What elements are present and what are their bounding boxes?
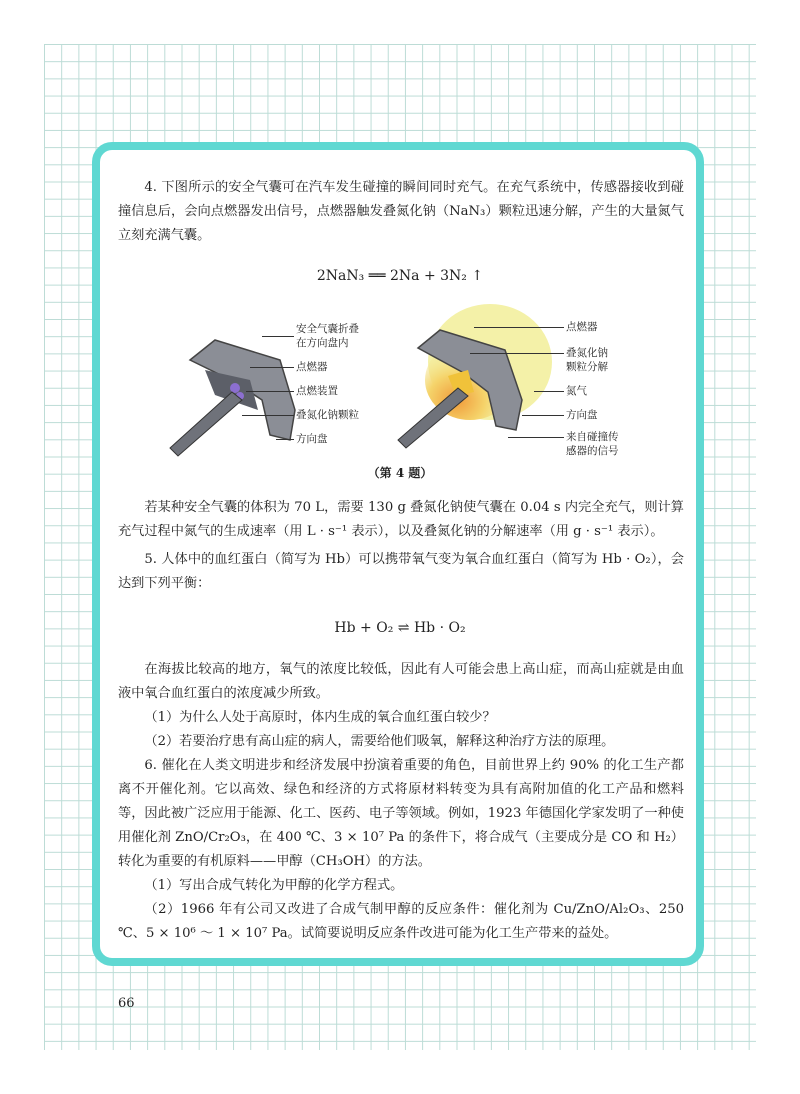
question-5 (118, 548, 684, 596)
q5-subquestion-1: （1）为什么人处于高原时，体内生成的氧合血红蛋白较少？ (144, 710, 496, 725)
q4-question: 若某种安全气囊的体积为 70 L，需要 130 g 叠氮化钠使气囊在 0.04 s 内完全充气，则计算充气过程中氮气的生成速率（用 L · s⁻¹ 表示），以及叠氮化钠的分解速率（用 g · s⁻¹ 表示）。 (118, 500, 684, 539)
label-igniter-right: 点燃器 (566, 321, 598, 333)
figure-caption: （第 4 题） (367, 466, 433, 480)
page-number: 66 (118, 996, 135, 1011)
label-wheel-left: 方向盘 (296, 433, 328, 445)
q4-intro: 4. 下图所示的安全气囊可在汽车发生碰撞的瞬间同时充气。在充气系统中，传感器接收到碰撞信息后，会向点燃器发出信号，点燃器触发叠氮化钠（NaN₃）颗粒迅速分解，产生的大量氮气立刻充满气囊。 (118, 180, 684, 243)
leader-line (276, 439, 294, 440)
q6-subquestion-2: （2）1966 年有公司又改进了合成气制甲醇的反应条件：催化剂为 Cu/ZnO/Al₂O₃、250 ℃、5 × 10⁶ ～ 1 × 10⁷ Pa。试简要说明反应条件改进可能为化工生产带来的益处。 (118, 902, 684, 941)
airbag-figure (0, 300, 800, 460)
q4-equation: 2NaN₃ ══ 2Na + 3N₂ ↑ (316, 268, 484, 284)
question-4 (118, 176, 684, 248)
label-folded-airbag: 安全气囊折叠 在方向盘内 (296, 323, 359, 349)
leader-line (534, 391, 564, 392)
q5-body (118, 658, 684, 754)
q5-paragraph: 在海拔比较高的地方，氧气的浓度比较低，因此有人可能会患上高山症，而高山症就是由血液中氧合血红蛋白的浓度减少所致。 (118, 662, 684, 701)
leader-line (262, 336, 294, 337)
inflated-airbag-diagram (398, 304, 552, 448)
question-6 (118, 754, 684, 946)
label-nitrogen: 氮气 (566, 385, 587, 397)
label-sensor-signal: 来自碰撞传 感器的信号 (566, 431, 619, 457)
q5-intro: 5. 人体中的血红蛋白（简写为 Hb）可以携带氧气变为氧合血红蛋白（简写为 Hb · O₂），会达到下列平衡： (118, 552, 684, 591)
label-igniter-left: 点燃器 (296, 361, 328, 373)
label-ignition-device: 点燃装置 (296, 385, 338, 397)
leader-line (474, 327, 564, 328)
label-wheel-right: 方向盘 (566, 409, 598, 421)
q5-equation: Hb + O₂ ⇌ Hb · O₂ (334, 620, 466, 636)
q6-intro: 6. 催化在人类文明进步和经济发展中扮演着重要的角色，目前世界上约 90% 的化工生产都离不开催化剂。它以高效、绿色和经济的方式将原材料转变为具有高附加值的化工产品和燃料等，因此被广泛应用于能源、化工、医药、电子等领域。例如，1923 年德国化学家发明了一种使用催化剂 ZnO/Cr₂O₃，在 400 ℃、3 × 10⁷ Pa 的条件下，将合成气（主要成分是 CO 和 H₂）转化为重要的有机原料——甲醇（CH₃OH）的方法。 (118, 758, 684, 869)
q5-subquestion-2: （2）若要治疗患有高山症的病人，需要给他们吸氧，解释这种治疗方法的原理。 (144, 734, 615, 749)
leader-line (246, 391, 294, 392)
leader-line (508, 437, 564, 438)
label-sodium-azide: 叠氮化钠颗粒 (296, 409, 359, 421)
leader-line (250, 367, 294, 368)
label-azide-decomposes: 叠氮化钠 颗粒分解 (566, 347, 608, 373)
leader-line (522, 415, 564, 416)
leader-line (242, 415, 294, 416)
leader-line (470, 353, 564, 354)
q6-subquestion-1: （1）写出合成气转化为甲醇的化学方程式。 (144, 878, 404, 893)
